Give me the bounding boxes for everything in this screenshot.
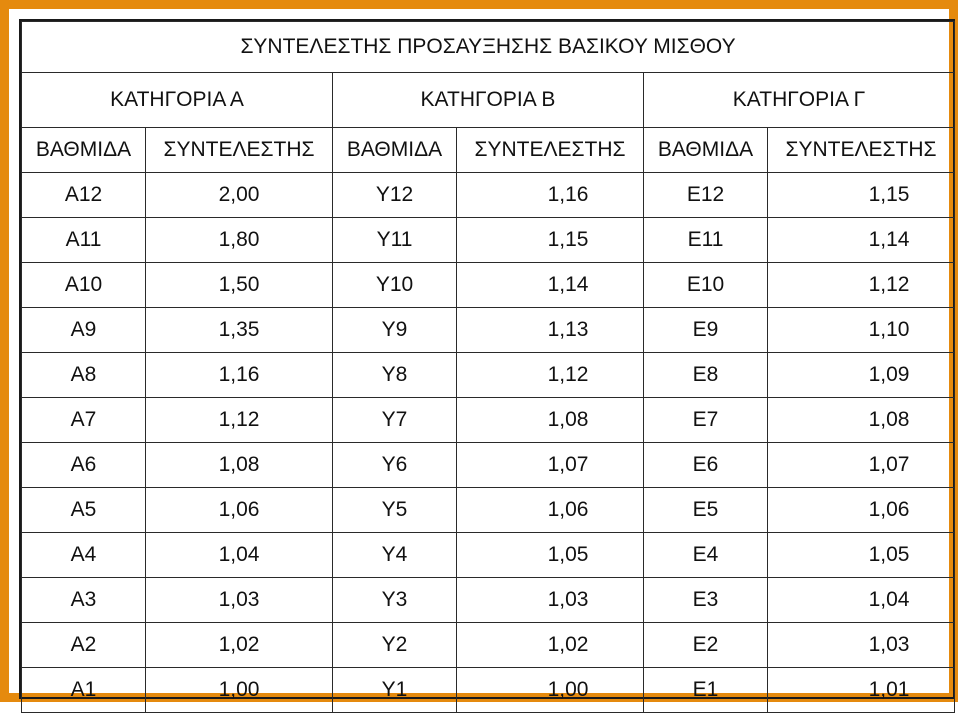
grade-cell: Α12 xyxy=(22,173,146,218)
grade-cell: Υ8 xyxy=(333,353,457,398)
grade-cell: Ε6 xyxy=(644,443,768,488)
grade-cell: Υ2 xyxy=(333,623,457,668)
coefficient-header: ΣΥΝΤΕΛΕΣΤΗΣ xyxy=(146,128,333,173)
grade-cell: Α9 xyxy=(22,308,146,353)
coefficient-cell: 1,35 xyxy=(146,308,333,353)
coefficient-cell: 1,10 xyxy=(768,308,955,353)
grade-cell: Υ1 xyxy=(333,668,457,713)
table-row xyxy=(22,263,955,308)
grade-cell: Ε1 xyxy=(644,668,768,713)
coefficient-cell: 1,09 xyxy=(768,353,955,398)
grade-cell: Ε7 xyxy=(644,398,768,443)
grade-cell: Α10 xyxy=(22,263,146,308)
table-title: ΣΥΝΤΕΛΕΣΤΗΣ ΠΡΟΣΑΥΞΗΣΗΣ ΒΑΣΙΚΟΥ ΜΙΣΘΟΥ xyxy=(22,22,955,73)
grade-cell: Υ4 xyxy=(333,533,457,578)
coefficient-cell: 1,50 xyxy=(146,263,333,308)
table-row xyxy=(22,218,955,263)
coefficient-cell: 1,12 xyxy=(457,353,644,398)
coefficient-cell: 1,04 xyxy=(768,578,955,623)
grade-header: ΒΑΘΜΙΔΑ xyxy=(644,128,768,173)
coefficient-cell: 1,02 xyxy=(146,623,333,668)
grade-cell: Υ6 xyxy=(333,443,457,488)
grade-cell: Υ11 xyxy=(333,218,457,263)
coefficient-cell: 1,06 xyxy=(768,488,955,533)
grade-cell: Υ3 xyxy=(333,578,457,623)
coefficient-cell: 1,02 xyxy=(457,623,644,668)
coefficient-cell: 1,03 xyxy=(146,578,333,623)
table-container xyxy=(19,19,955,699)
grade-cell: Α2 xyxy=(22,623,146,668)
coefficient-cell: 1,07 xyxy=(768,443,955,488)
coefficient-cell: 1,15 xyxy=(768,173,955,218)
grade-cell: Υ9 xyxy=(333,308,457,353)
category-a-header: ΚΑΤΗΓΟΡΙΑ Α xyxy=(22,73,333,128)
table-row xyxy=(22,353,955,398)
grade-cell: Α4 xyxy=(22,533,146,578)
grade-cell: Ε3 xyxy=(644,578,768,623)
grade-cell: Α8 xyxy=(22,353,146,398)
coefficient-cell: 1,12 xyxy=(146,398,333,443)
coefficient-cell: 1,14 xyxy=(768,218,955,263)
grade-header: ΒΑΘΜΙΔΑ xyxy=(333,128,457,173)
coefficient-cell: 1,15 xyxy=(457,218,644,263)
grade-cell: Α6 xyxy=(22,443,146,488)
grade-cell: Ε10 xyxy=(644,263,768,308)
coefficient-cell: 1,01 xyxy=(768,668,955,713)
coefficient-cell: 1,16 xyxy=(457,173,644,218)
coefficient-cell: 1,12 xyxy=(768,263,955,308)
coefficient-cell: 1,13 xyxy=(457,308,644,353)
table-row xyxy=(22,578,955,623)
coefficient-cell: 1,08 xyxy=(457,398,644,443)
coefficient-cell: 1,06 xyxy=(146,488,333,533)
grade-cell: Α11 xyxy=(22,218,146,263)
grade-cell: Α7 xyxy=(22,398,146,443)
coefficient-cell: 1,80 xyxy=(146,218,333,263)
grade-cell: Α1 xyxy=(22,668,146,713)
grade-cell: Α3 xyxy=(22,578,146,623)
table-row xyxy=(22,533,955,578)
grade-cell: Ε12 xyxy=(644,173,768,218)
grade-cell: Ε2 xyxy=(644,623,768,668)
category-b-header: ΚΑΤΗΓΟΡΙΑ Β xyxy=(333,73,644,128)
grade-cell: Ε8 xyxy=(644,353,768,398)
table-row xyxy=(22,668,955,713)
table-row xyxy=(22,398,955,443)
table-row xyxy=(22,308,955,353)
coefficient-header: ΣΥΝΤΕΛΕΣΤΗΣ xyxy=(457,128,644,173)
coefficient-cell: 1,03 xyxy=(768,623,955,668)
coefficient-cell: 1,16 xyxy=(146,353,333,398)
coefficient-cell: 1,14 xyxy=(457,263,644,308)
table-row xyxy=(22,173,955,218)
coefficient-cell: 1,07 xyxy=(457,443,644,488)
coefficient-cell: 1,05 xyxy=(457,533,644,578)
grade-cell: Ε5 xyxy=(644,488,768,533)
grade-cell: Υ12 xyxy=(333,173,457,218)
coefficient-header: ΣΥΝΤΕΛΕΣΤΗΣ xyxy=(768,128,955,173)
coefficient-cell: 1,00 xyxy=(146,668,333,713)
grade-cell: Υ7 xyxy=(333,398,457,443)
coefficient-cell: 1,04 xyxy=(146,533,333,578)
table-row xyxy=(22,623,955,668)
grade-header: ΒΑΘΜΙΔΑ xyxy=(22,128,146,173)
coefficient-cell: 1,03 xyxy=(457,578,644,623)
grade-cell: Υ10 xyxy=(333,263,457,308)
grade-cell: Ε4 xyxy=(644,533,768,578)
coefficient-cell: 1,08 xyxy=(146,443,333,488)
grade-cell: Α5 xyxy=(22,488,146,533)
category-c-header: ΚΑΤΗΓΟΡΙΑ Γ xyxy=(644,73,955,128)
table-row xyxy=(22,488,955,533)
coefficient-table xyxy=(21,21,955,713)
table-row xyxy=(22,443,955,488)
grade-cell: Ε11 xyxy=(644,218,768,263)
coefficient-cell: 1,08 xyxy=(768,398,955,443)
coefficient-cell: 2,00 xyxy=(146,173,333,218)
grade-cell: Ε9 xyxy=(644,308,768,353)
coefficient-cell: 1,00 xyxy=(457,668,644,713)
coefficient-cell: 1,06 xyxy=(457,488,644,533)
grade-cell: Υ5 xyxy=(333,488,457,533)
coefficient-cell: 1,05 xyxy=(768,533,955,578)
